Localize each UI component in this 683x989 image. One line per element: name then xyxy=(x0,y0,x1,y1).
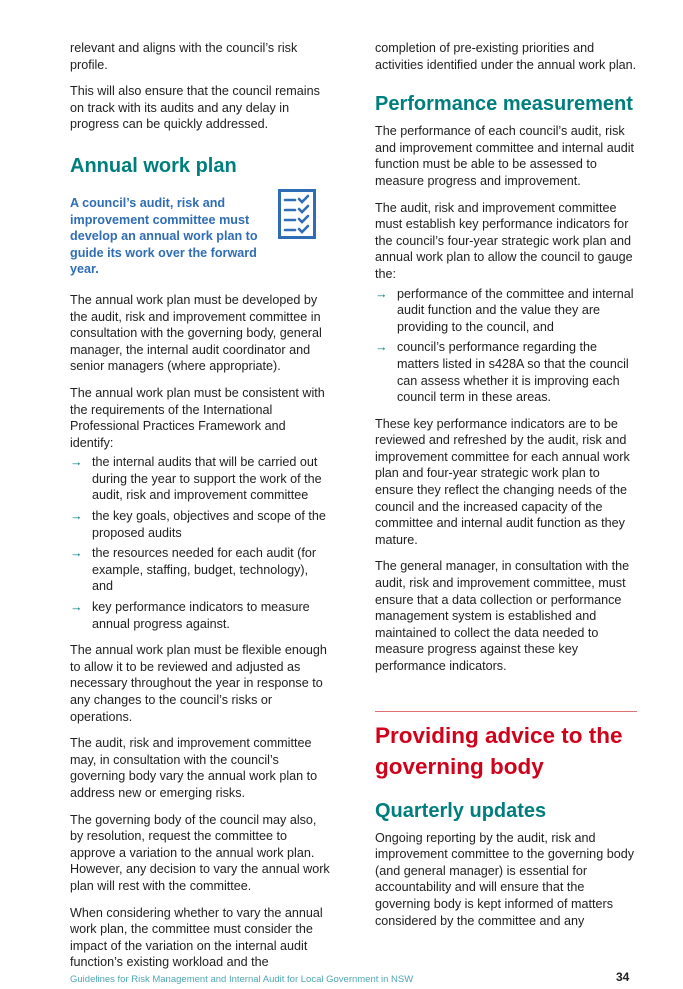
left-paragraph-8: When considering whether to vary the annual work plan, the committee must consider the impact of the variation on the internal audit function’s existing workload and the xyxy=(70,905,323,970)
right-paragraph-4: These key performance indicators are to be reviewed and refreshed by the audit, risk and improvement committee for each annual work plan and four-year strategic work plan to ensure they reflect the changing needs of the council and the increased capacity of the committee and internal audit function as they mature. xyxy=(375,416,630,547)
left-paragraph-7: The governing body of the council may also, by resolution, request the committee to approve a variation to the annual work plan. However, any decision to vary the annual work plan will rest with the committee. xyxy=(70,812,330,893)
list-item: → key performance indicators to measure annual progress against. xyxy=(70,600,310,631)
right-column xyxy=(375,40,637,929)
right-paragraph-1: completion of pre-existing priorities and activities identified under the annual work plan. xyxy=(375,41,637,72)
arrow-right-icon: → xyxy=(70,509,83,524)
left-column xyxy=(70,40,332,971)
left-paragraph-3: The annual work plan must be developed by the audit, risk and improvement committee in consultation with the governing body, general manager, the internal audit coordinator and senior managers (where appropriate). xyxy=(70,292,322,374)
section-divider xyxy=(375,711,637,712)
arrow-right-icon: → xyxy=(70,455,83,470)
providing-advice-section-title: Providing advice to the governing body xyxy=(375,722,623,779)
list-item: → the key goals, objectives and scope of the proposed audits xyxy=(70,509,326,540)
checklist-icon xyxy=(278,189,316,239)
left-paragraph-6: The audit, risk and improvement committee may, in consultation with the council’s governing body vary the annual work plan to address new or emerging risks. xyxy=(70,736,318,800)
left-paragraph-2: This will also ensure that the council remains on track with its audits and any delay in progress can be quickly addressed. xyxy=(70,84,320,132)
right-paragraph-2: The performance of each council’s audit, risk and improvement committee and internal audit function must be able to be assessed to measure progress and improvement. xyxy=(375,124,635,188)
arrow-right-icon: → xyxy=(375,286,388,301)
work-plan-bullet-list xyxy=(70,454,332,632)
annual-work-plan-heading: Annual work plan xyxy=(70,154,237,177)
kpi-bullet-list xyxy=(375,286,637,406)
list-item: → the resources needed for each audit (for example, staffing, budget, technology), and xyxy=(70,546,317,594)
arrow-right-icon: → xyxy=(375,340,388,355)
left-paragraph-1: relevant and aligns with the council’s risk profile. xyxy=(70,41,298,72)
performance-measurement-heading: Performance measurement xyxy=(375,93,633,116)
left-paragraph-5: The annual work plan must be flexible enough to allow it to be reviewed and adjusted as necessary throughout the year in response to any changes to the council’s risks or operations. xyxy=(70,643,327,724)
left-paragraph-4: The annual work plan must be consistent with the requirements of the International Professional Practices Framework and identify: xyxy=(70,385,325,450)
right-paragraph-5: The general manager, in consultation with the audit, risk and improvement committee, must ensure that a data collection or performance management system is established and maintained to collect the data needed to measure progress against these key performance indicators. xyxy=(375,559,630,673)
quarterly-updates-heading: Quarterly updates xyxy=(375,799,547,822)
page-number: 34 xyxy=(616,970,630,984)
list-item: → the internal audits that will be carried out during the year to support the work of the audit, risk and improvement committee xyxy=(70,455,322,503)
list-item: → performance of the committee and internal audit function and the value they are providing to the council, and xyxy=(375,286,634,334)
footer-document-title: Guidelines for Risk Management and Internal Audit for Local Government in NSW xyxy=(70,974,414,985)
right-paragraph-6: Ongoing reporting by the audit, risk and improvement committee to the governing body (and general manager) is essential for accountability and will ensure that the governing body is kept informed of matters considered by the committee and any xyxy=(375,830,635,928)
right-paragraph-3: The audit, risk and improvement committee must establish key performance indicators for the council’s four-year strategic work plan and annual work plan to allow the council to gauge the: xyxy=(375,200,633,281)
list-item: → council’s performance regarding the matters listed in s428A so that the council can assess whether it is improving each council term in these areas. xyxy=(375,340,629,405)
arrow-right-icon: → xyxy=(70,546,83,561)
arrow-right-icon: → xyxy=(70,600,83,615)
annual-work-plan-lead: A council’s audit, risk and improvement committee must develop an annual work plan to guide its work over the forward year. xyxy=(70,195,258,277)
